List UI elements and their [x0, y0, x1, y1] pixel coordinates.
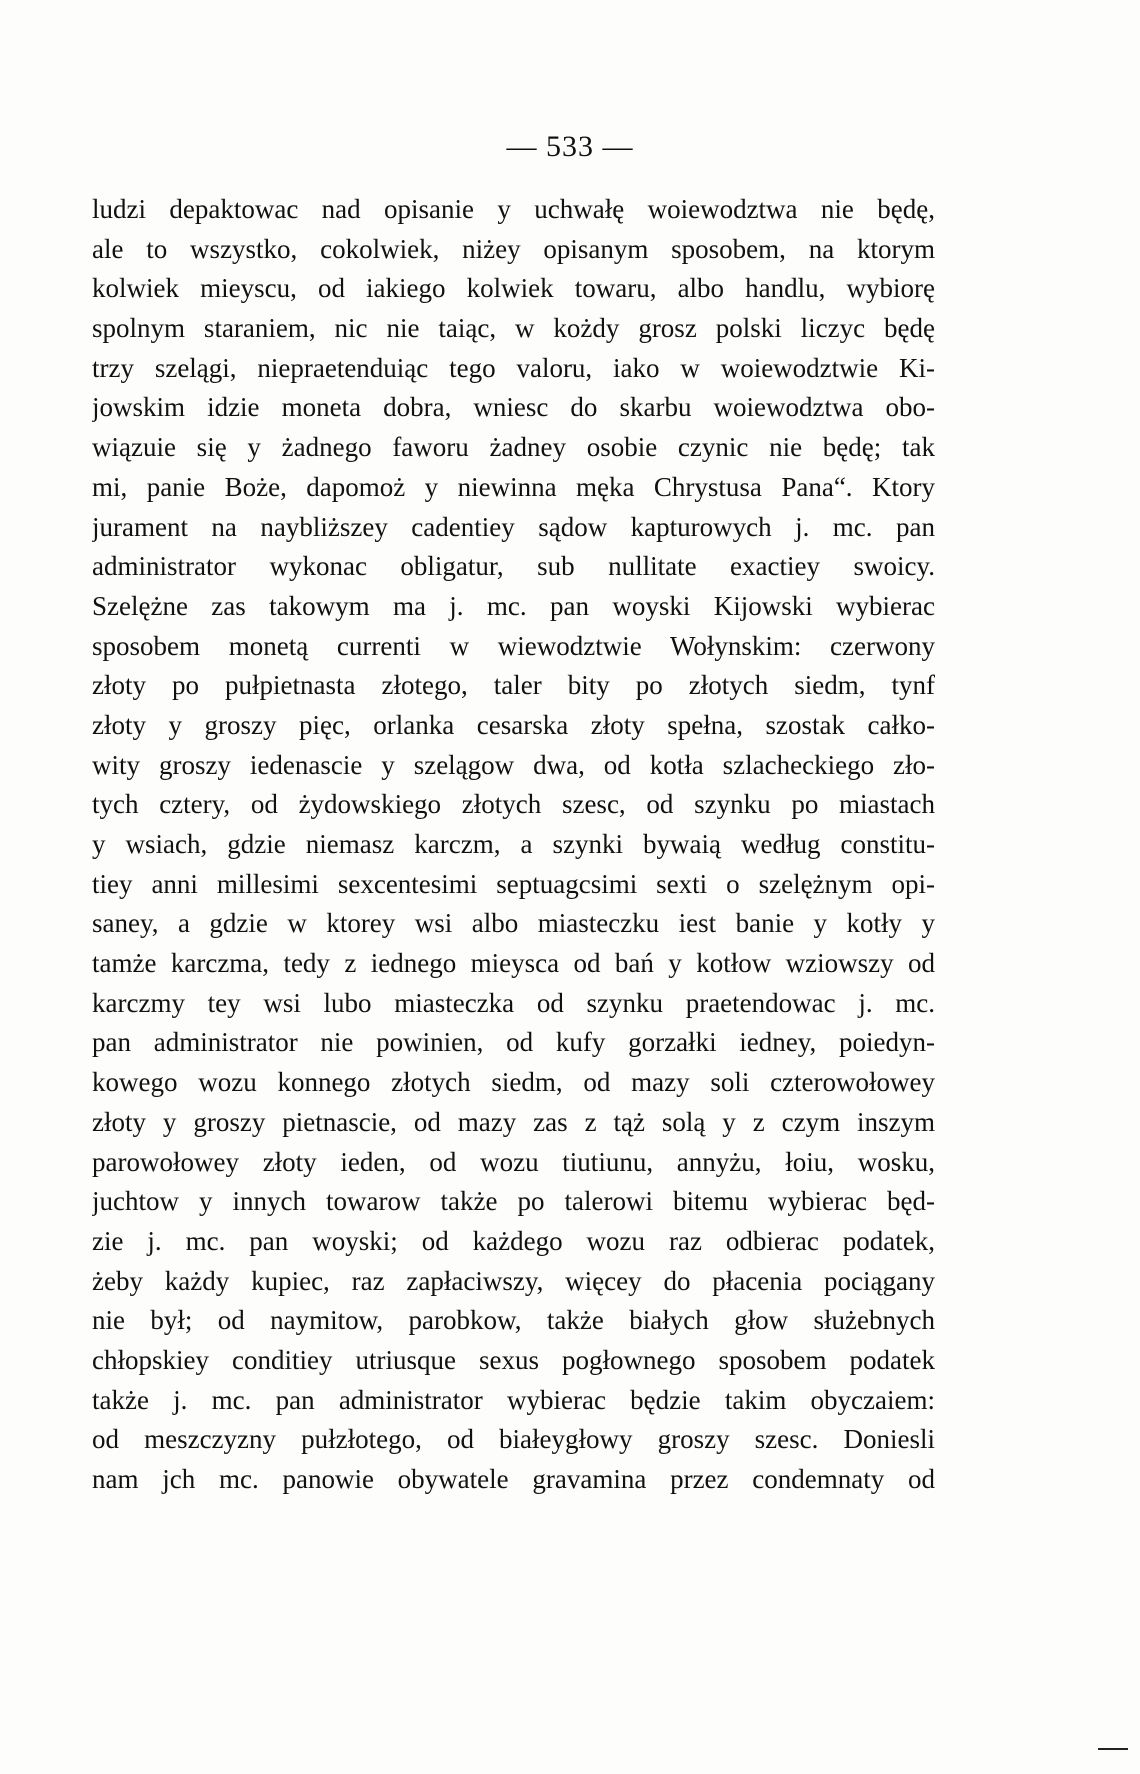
text-line: pan administrator nie powinien, od kufy gorzałki iedney, poiedyn- [92, 1027, 935, 1058]
text-line: wiązuie się y żadnego faworu żadney osobie czynic nie będę; tak [92, 432, 935, 463]
text-line: tiey anni millesimi sexcentesimi septuagcsimi sexti o szelężnym opi- [92, 868, 935, 899]
text-line: od meszczyzny pułzłotego, od białeygłowy groszy szesc. Doniesli [92, 1424, 935, 1455]
text-line: żeby każdy kupiec, raz zapłaciwszy, więcey do płacenia pociągany [92, 1265, 935, 1296]
text-line: saney, a gdzie w ktorey wsi albo miasteczku iest banie y kotły y [92, 908, 935, 939]
text-line: nie był; od naymitow, parobkow, także białych głow służebnych [92, 1305, 935, 1336]
text-line: zie j. mc. pan woyski; od każdego wozu raz odbierac podatek, [92, 1225, 935, 1256]
text-line: sposobem monetą currenti w wiewodztwie Wołynskim: czerwony [92, 630, 935, 661]
text-line: także j. mc. pan administrator wybierac będzie takim obyczaiem: [92, 1384, 935, 1415]
text-line: jurament na naybliższey cadentiey sądow kapturowych j. mc. pan [92, 511, 935, 542]
text-line: trzy szelągi, niepraetenduiąc tego valoru, iako w woiewodztwie Ki- [92, 352, 935, 383]
text-line: mi, panie Boże, dapomoż y niewinna męka Chrystusa Pana“. Ktory [92, 471, 935, 502]
text-line: chłopskiey conditiey utriusque sexus pogłownego sposobem podatek [92, 1344, 935, 1375]
text-line: wity groszy iedenascie y szelągow dwa, od kotła szlacheckiego zło- [92, 749, 935, 780]
text-line: kolwiek mieyscu, od iakiego kolwiek towaru, albo handlu, wybiorę [92, 273, 935, 304]
text-line: kowego wozu konnego złotych siedm, od mazy soli czterowołowey [92, 1067, 935, 1098]
text-line: tamże karczma, tedy z iednego mieysca od bań y kotłow wziowszy od [92, 948, 935, 979]
text-line: tych cztery, od żydowskiego złotych szesc, od szynku po miastach [92, 789, 935, 820]
text-line: parowołowey złoty ieden, od wozu tiutiunu, annyżu, łoiu, wosku, [92, 1146, 935, 1177]
scan-mark [1098, 1748, 1128, 1750]
text-line: juchtow y innych towarow także po talerowi bitemu wybierac będ- [92, 1186, 935, 1217]
text-line: karczmy tey wsi lubo miasteczka od szynku praetendowac j. mc. [92, 987, 935, 1018]
text-line: złoty y groszy pietnascie, od mazy zas z tąż solą y z czym inszym [92, 1106, 935, 1137]
text-line: ale to wszystko, cokolwiek, niżey opisanym sposobem, na ktorym [92, 233, 935, 264]
text-line: administrator wykonac obligatur, sub nullitate exactiey swoicy. [92, 551, 935, 582]
body-text [92, 190, 935, 1500]
text-line: ludzi depaktowac nad opisanie y uchwałę woiewodztwa nie będę, [92, 194, 935, 224]
text-line: spolnym staraniem, nic nie taiąc, w kożdy grosz polski liczyc będę [92, 313, 935, 344]
text-line: y wsiach, gdzie niemasz karczm, a szynki bywaią według constitu- [92, 829, 935, 859]
text-line: jowskim idzie moneta dobra, wniesc do skarbu woiewodztwa obo- [92, 392, 935, 423]
text-line: złoty y groszy pięc, orlanka cesarska złoty spełna, szostak całko- [92, 709, 935, 740]
text-line: złoty po pułpietnasta złotego, taler bity po złotych siedm, tynf [92, 670, 935, 701]
text-line: Szelężne zas takowym ma j. mc. pan woyski Kijowski wybierac [92, 590, 935, 621]
page-number: — 533 — [506, 130, 634, 163]
text-line: nam jch mc. panowie obywatele gravamina przez condemnaty od [92, 1464, 935, 1494]
